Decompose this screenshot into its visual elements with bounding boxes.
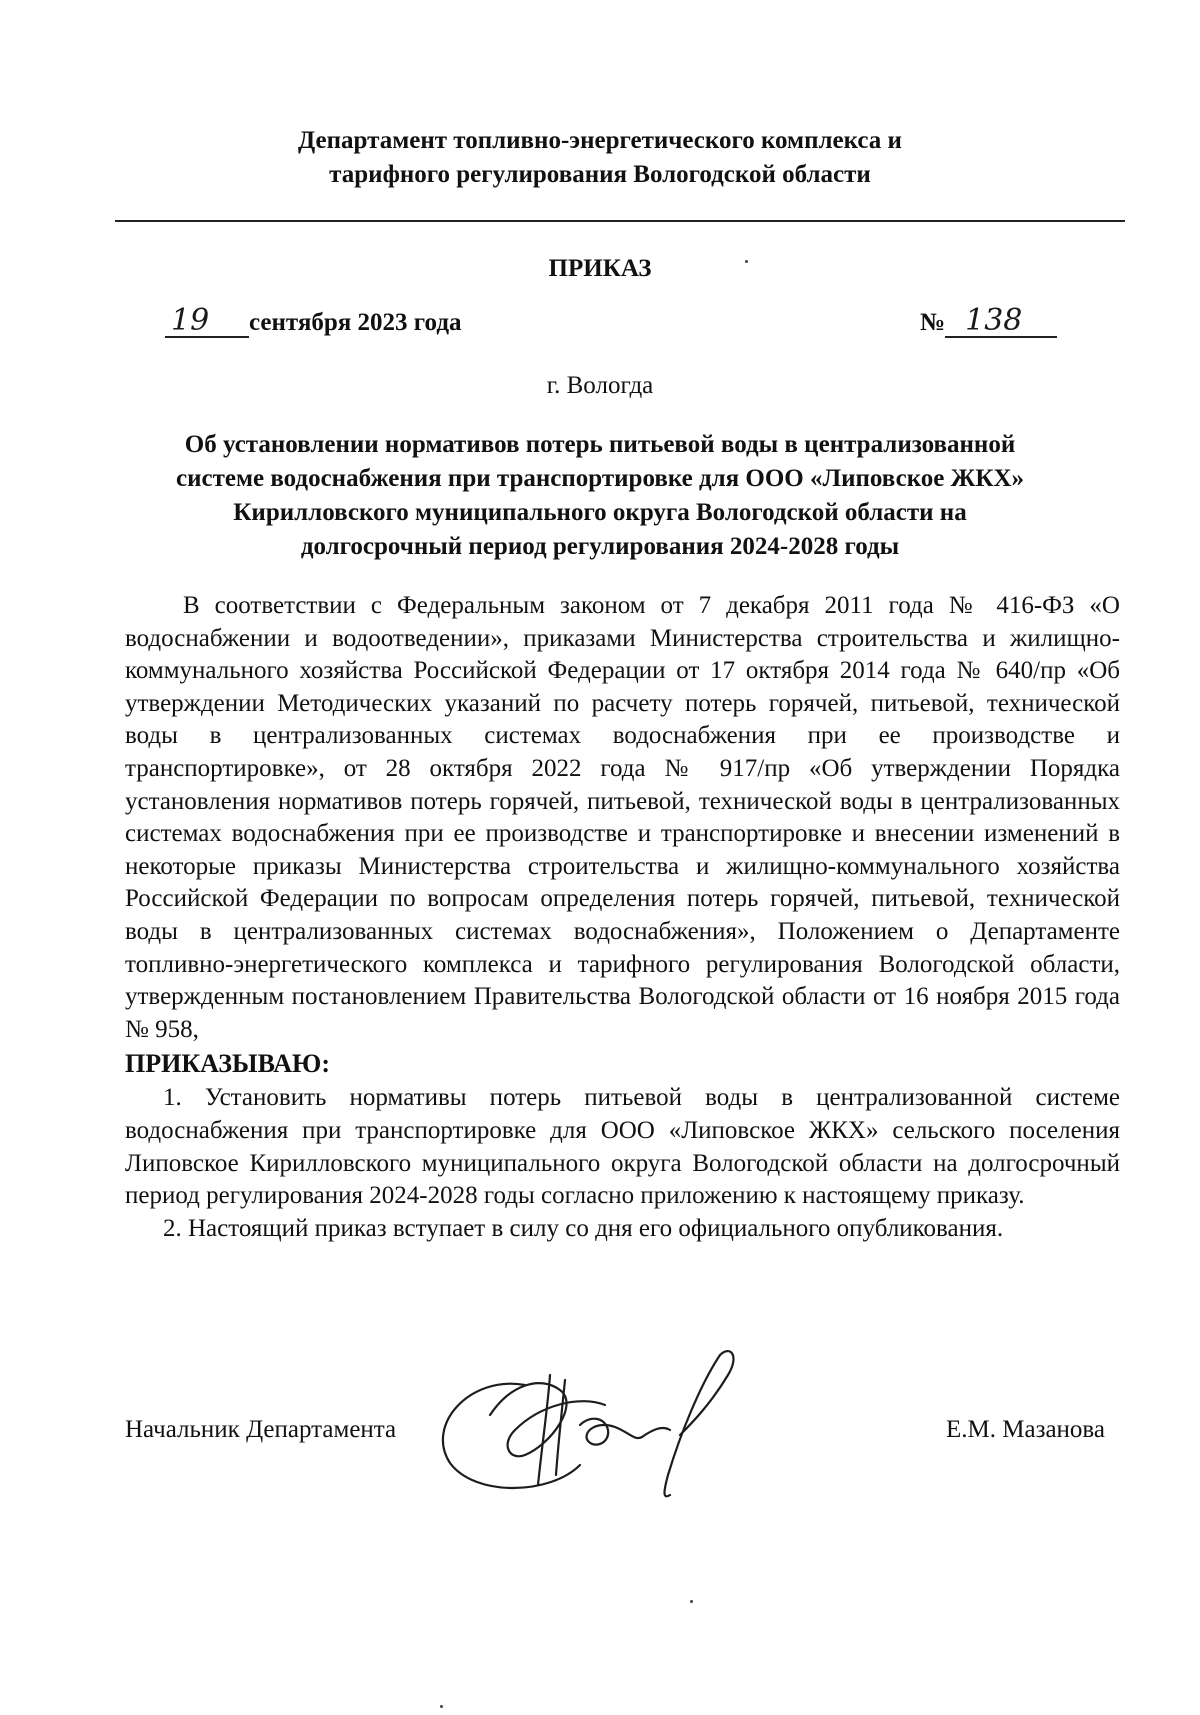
subject-line-4: долгосрочный период регулирования 2024-2028 годы bbox=[300, 533, 900, 560]
order-subject bbox=[130, 428, 1070, 564]
signatory-name: Е.М. Мазанова bbox=[946, 1416, 1105, 1443]
subject-line-1: Об установлении нормативов потерь питьевой воды в централизованной bbox=[184, 431, 1016, 458]
org-line-1: Департамент топливно-энергетического комплекса и bbox=[298, 127, 902, 154]
subject-line-2: системе водоснабжения при транспортировке для ООО «Липовское ЖКХ» bbox=[175, 465, 1025, 492]
signatory-position: Начальник Департамента bbox=[125, 1416, 397, 1443]
org-line-2: тарифного регулирования Вологодской области bbox=[329, 161, 871, 188]
date-day-handwritten: 19 bbox=[165, 306, 249, 338]
number-value-handwritten: 138 bbox=[945, 306, 1057, 338]
date-month-year: сентября 2023 года bbox=[249, 309, 462, 336]
number-label: № bbox=[920, 309, 946, 336]
scan-speck bbox=[745, 260, 748, 263]
order-date bbox=[165, 303, 462, 340]
subject-line-3: Кирилловского муниципального округа Вологодской области на bbox=[233, 499, 967, 526]
signature-block bbox=[125, 1413, 1105, 1453]
scan-speck bbox=[440, 1705, 443, 1708]
header-divider bbox=[115, 220, 1125, 222]
order-item-2: 2. Настоящий приказ вступает в силу со дня его официального опубликования. bbox=[163, 1214, 1004, 1242]
issuing-organization bbox=[180, 124, 1020, 192]
order-body bbox=[125, 590, 1120, 1245]
issue-city: г. Вологда bbox=[546, 372, 654, 399]
order-item-1: 1. Установить нормативы потерь питьевой воды в централизованной системе водоснабжения при транспортировке для ООО «Липовское ЖКХ» сельского поселения Липовское Кирилловского муниципального округа Вологодской области на долгосрочный период регулирования 2024-2028 годы согласно приложению к настоящему приказу. bbox=[125, 1084, 1120, 1210]
scan-speck bbox=[690, 1600, 693, 1603]
preamble-paragraph: В соответствии с Федеральным законом от 7 декабря 2011 года № 416-ФЗ «О водоснабжении и водоотведении», приказами Министерства строительства и жилищно-коммунального хозяйства Российской Федерации от 17 октября 2014 года № 640/пр «Об утверждении Методических указаний по расчету потерь горячей, питьевой, технической воды в централизованных системах водоснабжения при ее производстве и транспортировке», от 28 октября 2022 года № 917/пр «Об утверждении Порядка установления нормативов потерь горячей, питьевой, технической воды в централизованных системах водоснабжения при ее производстве и транспортировке и внесении изменений в некоторые приказы Министерства строительства и жилищно-коммунального хозяйства Российской Федерации по вопросам определения потерь горячей, питьевой, технической воды в централизованных системах водоснабжения», Положением о Департаменте топливно-энергетического комплекса и тарифного регулирования Вологодской области, утвержденным постановлением Правительства Вологодской области от 16 ноября 2015 года № 958, bbox=[125, 592, 1120, 1043]
document-type-title: ПРИКАЗ bbox=[548, 255, 652, 282]
order-word: ПРИКАЗЫВАЮ: bbox=[125, 1049, 330, 1079]
order-number bbox=[920, 303, 1057, 340]
